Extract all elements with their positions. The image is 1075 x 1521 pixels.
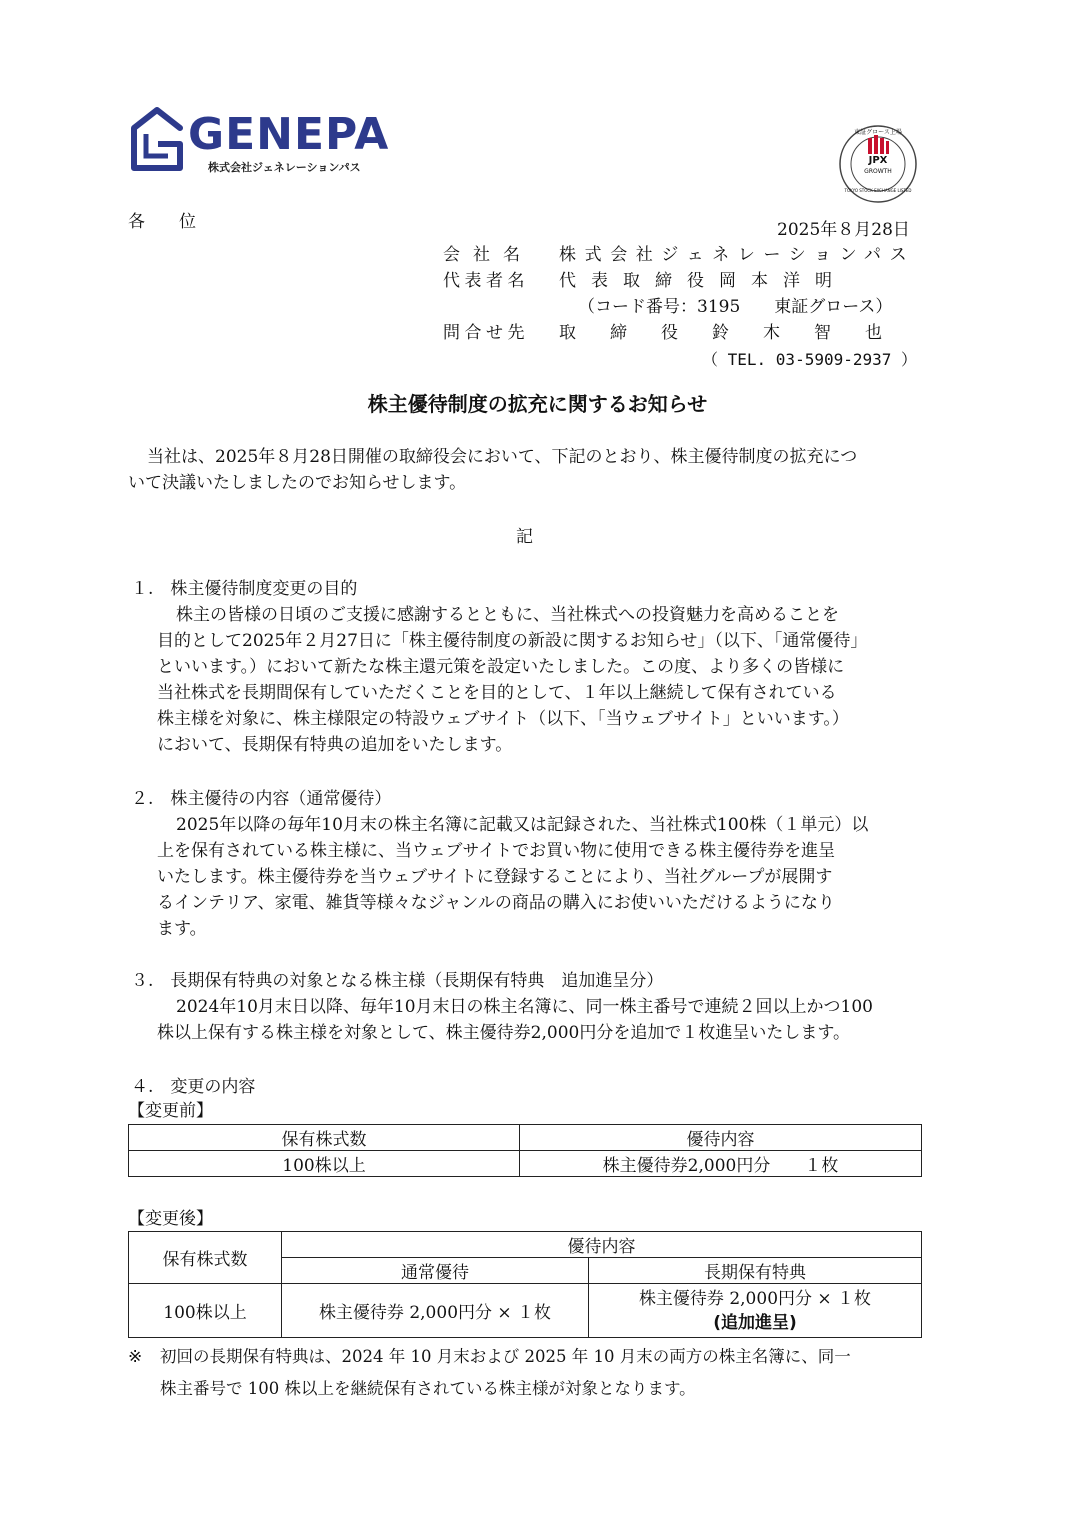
company-name-value: 株式会社ジェネレーションパス [559,245,916,265]
note-line-2: 株主番号で 100 株以上を継続保有されている株主様が対象となります。 [160,1379,696,1398]
before-cell-shares: 100株以上 [129,1151,520,1177]
section-2-line: いたします。株主優待券を当ウェブサイトに登録することにより、当社グループが展開す [157,867,833,887]
before-header-shares: 保有株式数 [129,1125,520,1151]
document-title: 株主優待制度の拡充に関するお知らせ [367,392,708,416]
logo-text: GENEPA [188,109,390,160]
after-cell-shares: 100株以上 [129,1284,282,1338]
representative-label: 代表者名 [443,271,529,291]
before-header-benefit: 優待内容 [520,1125,922,1151]
company-logo [128,104,390,178]
stock-code: （コード番号：3195 東証グロース） [578,297,893,317]
after-table [128,1231,922,1338]
note-mark: ※ [128,1347,143,1367]
contact-label: 問合せ先 [443,323,529,343]
after-long-value: 株主優待券 2,000円分 × １枚 [638,1288,872,1309]
section-1-line: 株主様を対象に、株主様限定の特設ウェブサイト（以下、「当ウェブサイト」といいます。） [157,709,849,729]
intro-line-2: いて決議いたしましたのでお知らせします。 [128,473,467,493]
section-2-line: るインテリア、家電、雑貨等様々なジャンルの商品の購入にお使いいただけるようになり [157,893,835,913]
logo-subtext: 株式会社ジェネレーションパス [208,161,361,174]
section-1-line: 当社株式を長期間保有していただくことを目的として、１年以上継続して保有されている [157,683,837,703]
representative-value: 代表取締役岡本洋明 [559,271,847,291]
section-1-heading: １. 株主優待制度変更の目的 [131,579,358,599]
after-subheader-normal: 通常優待 [282,1258,589,1284]
section-1-line: 目的として2025年２月27日に「株主優待制度の新設に関するお知らせ」（以下、「通常優待」 [157,631,868,651]
intro-line-1: 当社は、2025年８月28日開催の取締役会において、下記のとおり、株主優待制度の拡充につ [147,447,858,467]
before-label: 【変更前】 [128,1101,213,1121]
section-3-line: 株以上保有する株主様を対象として、株主優待券2,000円分を追加で１枚進呈いたします。 [157,1023,850,1043]
growth-label: GROWTH [864,168,892,175]
section-4-heading: ４. 変更の内容 [131,1077,256,1097]
section-2-line: 2025年以降の毎年10月末の株主名簿に記載又は記録された、当社株式100株（１単元）以 [176,815,869,835]
section-1-line: において、長期保有特典の追加をいたします。 [157,735,513,755]
before-cell-benefit: 株主優待券2,000円分 １枚 [520,1151,922,1177]
company-name-label: 会社名 [443,245,533,265]
note-line-1: 初回の長期保有特典は、2024 年 10 月末および 2025 年 10 月末の両方の株主名簿に、同一 [160,1347,851,1366]
section-3-line: 2024年10月末日以降、毎年10月末日の株主名簿に、同一株主番号で連続２回以上かつ100 [176,997,873,1017]
section-2-line: 上を保有されている株主様に、当ウェブサイトでお買い物に使用できる株主優待券を進呈 [157,841,836,861]
contact-value: 取締役鈴木智也 [559,323,916,343]
after-label: 【変更後】 [128,1209,213,1229]
section-2-heading: ２. 株主優待の内容（通常優待） [131,789,392,809]
contact-tel: （ TEL. 03-5909-2937 ） [702,350,918,369]
jpx-label: JPX [868,155,888,166]
section-1-line: といいます。）において新たな株主還元策を設定いたしました。この度、より多くの皆様に [157,657,845,677]
after-header-shares: 保有株式数 [129,1232,282,1284]
after-cell-normal: 株主優待券 2,000円分 × １枚 [282,1284,589,1338]
jpx-top-label: 東証グロース上場 [854,129,902,136]
addressee: 各 位 [128,212,196,232]
before-table [128,1124,922,1177]
house-logo-icon [128,104,186,174]
ki-marker: 記 [516,527,533,547]
jpx-ring-label: TOKYO STOCK EXCHANGE LISTED [844,188,912,193]
jpx-growth-badge [838,124,918,204]
issue-date: 2025年８月28日 [777,220,910,240]
after-header-benefit: 優待内容 [282,1232,922,1258]
after-long-note: (追加進呈) [713,1312,797,1333]
after-cell-long [589,1284,922,1338]
section-3-heading: ３. 長期保有特典の対象となる株主様（長期保有特典 追加進呈分） [131,971,664,991]
after-subheader-long: 長期保有特典 [589,1258,922,1284]
section-1-line: 株主の皆様の日頃のご支援に感謝するとともに、当社株式への投資魅力を高めることを [176,605,839,625]
section-2-line: ます。 [157,919,207,939]
